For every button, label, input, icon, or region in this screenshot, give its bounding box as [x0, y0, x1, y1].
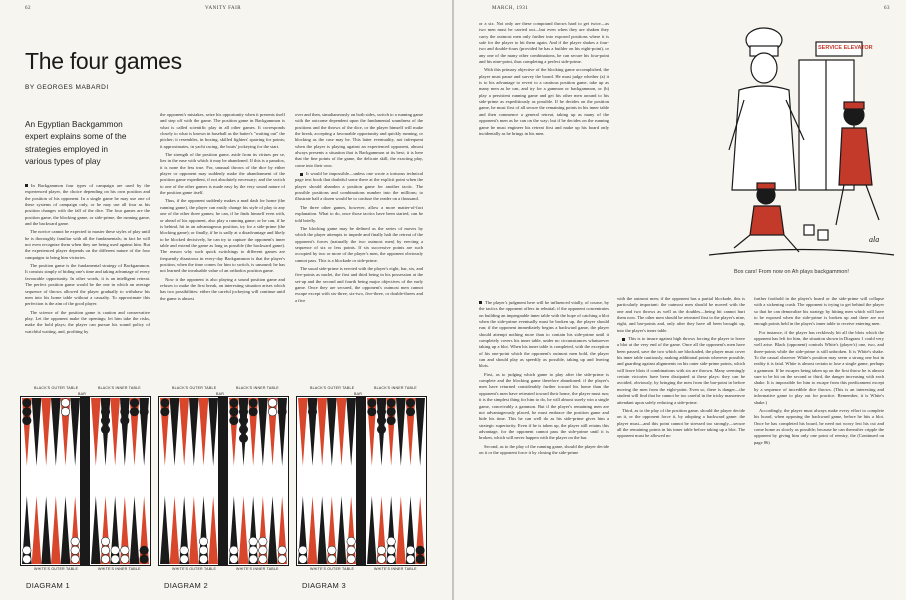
checker — [230, 407, 238, 415]
checker — [140, 407, 148, 415]
checker — [239, 399, 247, 407]
paragraph: This is to insure against high throws forcing the player to leave a blot at the very end of the game. Once all the opponent's men have been passed, save the two which are blockaded, the player must cover his inner table cautiously, making additional points wherever possible, and guarding against alignments on his outer side-prime points, which will leave blots if combinations with six are thrown. Many seemingly certain victories have been dissipated at these plays: they can be avoided, obviously, by bringing the men from the bar-point in before moving the men from the eight-point. Even so, there is danger—the student will find that he cannot be too careful in the tricky manoeuvre attendant upon safely reducing a side-prime. — [617, 336, 745, 405]
checker — [71, 546, 79, 554]
board-label-bottom-right: WHITE'S INNER TABLE — [374, 567, 417, 571]
paragraph: Accordingly, the player must always make every effort to complete his board, when opposing the backward game, before he hits a blot. Once he has completed his board, he need not worry lest his cut and come home as slowly as possible; because he can thereafter cripple the opponent by giving him only one point of reentry, the (Continued on page 86) — [754, 407, 884, 445]
left-column-1 — [25, 183, 150, 383]
checker — [101, 546, 109, 554]
board-label-bar: BAR — [216, 392, 224, 396]
checker — [249, 407, 257, 415]
checker — [101, 425, 109, 433]
checker — [406, 407, 414, 415]
checker — [230, 546, 238, 554]
checker — [23, 407, 31, 415]
checker — [268, 407, 276, 415]
checker — [416, 555, 424, 563]
checker — [140, 555, 148, 563]
checker — [387, 555, 395, 563]
checker — [130, 399, 138, 407]
checker — [299, 546, 307, 554]
checker — [406, 546, 414, 554]
checker — [377, 425, 385, 433]
checker — [377, 399, 385, 407]
paragraph: It would be impossible—unless one wrote a tortuous technical page text book that doubtful some there at the explicit point when the player should abandon a position game for another tactic. The possible positions and combinations number into the millions; to illustrate half a dozen would be to confuse the reader on a thousand. — [295, 171, 423, 202]
checker — [368, 399, 376, 407]
checker — [71, 555, 79, 563]
checker — [140, 399, 148, 407]
checker — [121, 416, 129, 424]
right-column-1b — [479, 300, 609, 592]
paragraph: For instance, if the player has recklessly hit all the blots which the opponent has left for him, the situation shown in Diagram 1 could very well arise. Black (opponent) controls White's (player's) one, two, and three-points while the side-prime is still unbroken. It is White's shake. To the casual observer White's position may seem a strong one but in reality it is fatal. White is almost certain to lose a single game, perhaps a gammon. If he escapes being taken up on the first throw he is almost sure to be hit on the second or third, the danger increasing with each shake. It is impossible for him to escape from this predicament except by a sequence of incredible dice throws. (This is an interesting and informative game to play out for practice. Remember, it is White's shake.) — [754, 329, 884, 405]
checker — [259, 546, 267, 554]
paragraph: The blocking game may be defined as the series of moves by which the player attempts to impede and finally halt the retreat of the opponent's forces (naturally the two outmost men) by erecting a sequence of six or less points. If six successive points are such occupied by two or more of the player's men, the opponent obviously cannot pass. This is a blockade or side-prime. — [295, 225, 423, 263]
checker — [268, 399, 276, 407]
checker — [61, 407, 69, 415]
diagram-1 — [20, 386, 151, 590]
diagram-2 — [158, 386, 289, 590]
diagram-3 — [296, 386, 427, 590]
board-label-top-right: BLACK'S INNER TABLE — [374, 386, 417, 390]
checker — [230, 555, 238, 563]
checker — [387, 407, 395, 415]
checker — [71, 537, 79, 545]
right-column-3 — [754, 296, 884, 592]
board-label-bottom-right: WHITE'S INNER TABLE — [98, 567, 141, 571]
board-label-bottom-left: WHITE'S OUTER TABLE — [172, 567, 217, 571]
paragraph: The three other games, however, allow a more matter-of-fact explanation. What to do, once those tactics have been started, can be told briefly. — [295, 204, 423, 223]
checker — [377, 546, 385, 554]
checker — [121, 399, 129, 407]
board-label-bottom-left: WHITE'S OUTER TABLE — [34, 567, 79, 571]
diagram-label: DIAGRAM 1 — [26, 581, 70, 590]
checker — [368, 407, 376, 415]
paragraph: with the outmost men; if the opponent has a partial blockade, this is particularly important: the outmost men should be moved with the one and two throws as well as the doubles—being hit cannot hurt them now. The other men should be retreated first to the player's nine, eight, and bar-points and, only after they have all been brought up, into the player's inner table. — [617, 296, 745, 333]
right-page — [454, 0, 906, 600]
diagram-label: DIAGRAM 2 — [164, 581, 208, 590]
checker — [278, 555, 286, 563]
checker — [23, 546, 31, 554]
board-label-top-right: BLACK'S INNER TABLE — [236, 386, 279, 390]
board-label-bottom-left: WHITE'S OUTER TABLE — [310, 567, 355, 571]
left-column-3 — [295, 112, 423, 382]
checker — [387, 537, 395, 545]
paragraph: Thus, if the opponent suddenly makes a mad dash for home (the running game), the player can easily change his style of play to any one of the other three games; he can, if he finds himself even with, or ahead of his opponent, also play a running game; or he can, if he is behind, hit in an advantageous position, try for a side-prime (the blocking game); or finally, if he is sadly at a disadvantage and likely to be blocked decisively, he can try to capture the opponent's inner table and extend the game as long as possible (the backward game). The reason why such quick switchings to different games are frequently disastrous in every-day Backgammon is that the player's position, when the time comes for him to switch, is unsound; he has not learned the invaluable value of an orthodox position game. — [160, 198, 285, 274]
paragraph: The position game is the fundamental strategy of Backgammon. It consists simply of biding one's time and taking advantage of every favourable opportunity. In other words, it is an intelligent retreat. The perfect position game would be the one in which an average sequence of throws allowed the player gradually to withdraw his men into his home table without a casualty. To approximate this perfection is the aim of the good player. — [25, 263, 150, 307]
checker — [130, 407, 138, 415]
checker — [278, 399, 286, 407]
backgammon-board — [158, 396, 289, 566]
paragraph: In Backgammon four types of campaign are used by the experienced player, the choice depending on his own position and the position of his opponent. In a single game he may use one of these systems of campaign only, or he may use all four as his position changes with the fall of the dice. The four games are the position game, the blocking game, or side-prime, the running game, and the backward game. — [25, 183, 150, 227]
illustration-caption: Box cars! From now on Ah plays backgammon! — [734, 269, 849, 275]
checker — [111, 546, 119, 554]
board-label-bar: BAR — [354, 392, 362, 396]
checker — [121, 546, 129, 554]
checker — [199, 555, 207, 563]
checker — [416, 546, 424, 554]
checker — [308, 407, 316, 415]
paragraph: The player's judgment here will be influenced vitally, of course, by the tactics the opponent offers in rebuttal; if the opponent concentrates on building an impregnable inner table with the hope of catching a blot when the side-prime eventually must be broken up, the player should run; if the opponent immediately begins a backward game, the player should attempt nothing more than to contain his side-prime until it completely covers his inner table, under no circumstances whatsoever taking up a blot. When his inner table is completed, with the exception of his one-point which the opponent's outmost men hold, the player can and should play as speedily as possible, taking up and leaving blots. — [479, 300, 609, 369]
bullet-icon — [25, 184, 28, 187]
checker — [199, 546, 207, 554]
service-elevator-sign: SERVICE ELEVATOR — [818, 45, 873, 51]
checker — [278, 546, 286, 554]
bullet-icon — [479, 301, 482, 304]
cartoon-illustration — [704, 20, 899, 265]
checker — [239, 434, 247, 442]
checker — [387, 546, 395, 554]
checker — [347, 546, 355, 554]
paragraph: Third, as to the play of the position game, should the player decide on it, or the opponent force it, by adopting a backward game: the player must—and this point cannot be stressed too strongly—secure all the remaining points in his inner table before taking up a blot. The opponent must be allowed no — [617, 407, 745, 439]
artist-signature: ala — [869, 235, 880, 244]
checker — [230, 399, 238, 407]
article-title: The four games — [25, 48, 182, 74]
bullet-icon — [300, 173, 303, 176]
checker — [328, 546, 336, 554]
board-label-bar: BAR — [78, 392, 86, 396]
checker — [387, 416, 395, 424]
board-bar — [80, 397, 90, 566]
checker — [101, 416, 109, 424]
checker — [121, 407, 129, 415]
checker — [278, 407, 286, 415]
checker — [180, 546, 188, 554]
left-column-2 — [160, 112, 285, 382]
checker — [101, 555, 109, 563]
checker — [23, 416, 31, 424]
checker — [259, 555, 267, 563]
right-column-2 — [617, 296, 745, 592]
paragraph: Now it the opponent is also playing a sound position game and refuses to make the first break, an interesting situation arises which has two possibilities: either the careful jockeying will continue until the game is almost — [160, 276, 285, 301]
paragraph: Second, as to the play of the running game, should the player decide on it or the opponent force it by closing the side-prime — [479, 443, 609, 455]
checker — [308, 399, 316, 407]
paragraph: First, as to judging which game to play after the side-prime is complete and the blocking game therefore abandoned: if the player's men have returned considerably further toward his home than the opponent's men have retreated toward their home, the player must run; it is the simplest thing for him to do, he will almost surely win a single game, conceivably a gammon. But if the player's remaining men are not advantageously placed, he must embrace the position game and hide his time. This he can well do as his side-prime gives him a strategic superiority. Even if he is taken up, the player still retains this advantage, for the opponent cannot pass the side-prime until it is broken, which will never happen with the player on the bar. — [479, 371, 609, 441]
checker — [140, 546, 148, 554]
checker — [23, 399, 31, 407]
checker — [249, 555, 257, 563]
board-label-top-left: BLACK'S OUTER TABLE — [34, 386, 79, 390]
checker — [23, 555, 31, 563]
checker — [101, 537, 109, 545]
paragraph: further foothold in the player's board or the side-prime will collapse with a sickening crash. The opponent is trying to get behind the player so that he can demoralize his strategy by hitting men which will have to be exposed when the side-prime is broken up and there are not enough points held in the player's inner table to receive entering men. — [754, 296, 884, 327]
checker — [347, 537, 355, 545]
checker — [161, 407, 169, 415]
checker — [377, 407, 385, 415]
running-title: VANITY FAIR — [205, 6, 242, 11]
checker — [230, 416, 238, 424]
page-number-left: 62 — [25, 6, 31, 11]
checker — [406, 555, 414, 563]
paragraph: The usual side-prime is erected with the player's eight, bar, six, and five-points as nuclei, the first and third being in his possession at the set-up and the second and fourth being major objectives of the early game. Once they are secured, the opponent's outmost men cannot escape except with six-three, six-two, five-three, or double-threes and a five — [295, 265, 423, 303]
board-label-bottom-right: WHITE'S INNER TABLE — [236, 567, 279, 571]
paragraph: the opponent's mistakes, seize his opportunity when it presents itself and step off with the game. The position game in Backgammon is what is called scientific play in all other games. It corresponds closely to what is known in baseball as the batter's "waiting out" the pitcher; it resembles, in boxing, skilled fighters' sparring for points; it approximates, in yacht racing, the boats' jockeying for the start. — [160, 112, 285, 149]
bullet-icon — [622, 338, 625, 341]
checker — [239, 425, 247, 433]
checker — [299, 555, 307, 563]
checker — [101, 407, 109, 415]
checker — [406, 399, 414, 407]
checker — [180, 555, 188, 563]
checker — [61, 399, 69, 407]
byline: BY GEORGES MABARDI — [25, 84, 109, 91]
board-bar — [218, 397, 228, 566]
page-number-right: 63 — [884, 6, 890, 11]
paragraph: The science of the position game is caution and conservative play. Let the opponent make the openings; let him take the risks, make the bold plays; the player can pursue his sound policy of watchful waiting, and, profiting by — [25, 309, 150, 334]
backgammon-board — [20, 396, 151, 566]
right-column-1a — [479, 21, 609, 296]
checker — [328, 555, 336, 563]
checker — [239, 416, 247, 424]
running-date: MARCH, 1931 — [492, 6, 529, 11]
checker — [387, 399, 395, 407]
checker — [249, 537, 257, 545]
paragraph: The strength of the position game, aside from its virtues per se, lies in the ease with which it may be abandoned. If this is a paradox, it is none the less true. For, unusual throws of the dice by either player or opponent may suddenly make the abandonment of the position game expedient, if not absolutely necessary; and the switch to one of the other games is made easy by the very sound nature of the position game itself. — [160, 152, 285, 196]
board-label-top-right: BLACK'S INNER TABLE — [98, 386, 141, 390]
checker — [249, 546, 257, 554]
paragraph: or a six. Not only are these compound throws hard to get twice—as two men must be carried out—but even when they are shaken they carry the outmost men only further into exposed positions where it is safe for the player to hit them again. And if the player shakes a four-two and double-fours (provided he has a builder on his eight-point), or any one of the many other combinations, he can secure his four-point and his nine-point, thus completing a perfect side-prime. — [479, 21, 609, 65]
checker — [111, 555, 119, 563]
checker — [377, 555, 385, 563]
board-bar — [356, 397, 366, 566]
diagram-label: DIAGRAM 3 — [302, 581, 346, 590]
checker — [199, 537, 207, 545]
checker — [161, 399, 169, 407]
paragraph: The novice cannot be expected to master these styles of play until he is thoroughly familiar with all the fundamentals; in fact he will not even recognize them when they are being used against him. But the experienced player depends on the different nature of the four campaigns to bring him victories. — [25, 229, 150, 260]
checker — [101, 399, 109, 407]
paragraph: over and then, simultaneously on both sides, switch to a running game with the outcome dependent upon the fundamental soundness of the positions and the throws of the dice, or the player himself will make the break, accepting a favourable opportunity and quickly running, or blocking as the case may be. This latter eventuality, not infrequent when the player is playing against an experienced opponent, almost always presents a situation that is Backgammon at its best; it is here that the fine points of the game, the delicate skill, the exacting play, come into their own. — [295, 112, 423, 168]
checker — [259, 537, 267, 545]
article-deck: An Egyptian Backgammon expert explains some of the strategies employed in various types of play — [25, 119, 127, 167]
left-page — [0, 0, 452, 600]
backgammon-board — [296, 396, 427, 566]
paragraph: With this primary objective of the blocking game accomplished, the player must pause and survey the board. He must judge whether (a) it is to his advantage to revert to a cautious position game, take up as many men as he can, and try for a gammon or backgammon, or (b) play a persistent running game and get his other men around to his side-prime as expeditiously as possible. If he decides on the position game, he must first of all secure the remaining points in his inner table and then commence a general retreat, taking up as many of the opponent's men as he can on the way; but if he decides on the running game he must engineer his retreat first and make up his board only incidentally as he brings in his men. — [479, 67, 609, 136]
checker — [121, 555, 129, 563]
checker — [249, 399, 257, 407]
checker — [377, 416, 385, 424]
checker — [239, 407, 247, 415]
checker — [347, 555, 355, 563]
board-label-top-left: BLACK'S OUTER TABLE — [310, 386, 355, 390]
board-label-top-left: BLACK'S OUTER TABLE — [172, 386, 217, 390]
